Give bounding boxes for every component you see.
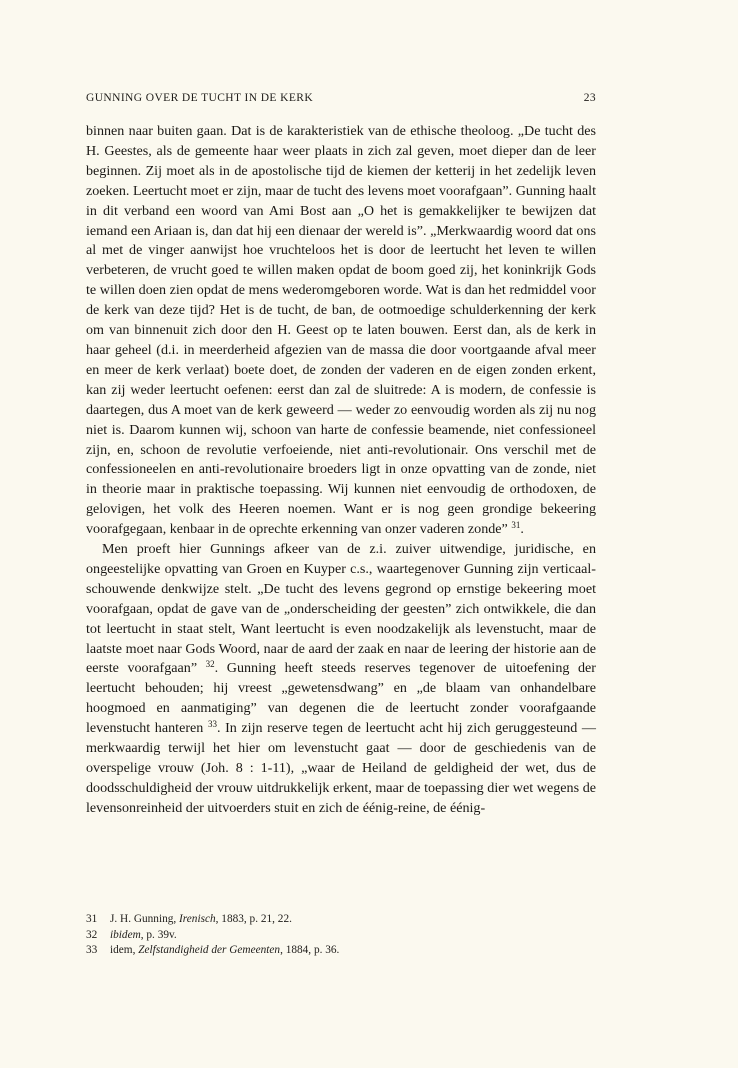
footnote-reference[interactable]: 32	[205, 659, 215, 670]
footnote-author: idem,	[110, 944, 139, 957]
footnote-work-title: Irenisch	[179, 913, 216, 925]
footnote	[86, 912, 596, 928]
page-number: 23	[583, 92, 596, 104]
footnote	[86, 943, 596, 959]
footnote-number: 33	[86, 944, 98, 957]
paragraph-text: . In zijn reserve tegen de leertucht acht hij zich geruggesteund — merkwaardig terwijl het hier om levenstucht gaat — door de geschiedenis van de overspelige vrouw (Joh. 8 : 1-11), „waar de Heiland de geldigheid der wet, dus de doodsschuldigheid der vrouw uitdrukkelijk erkent, maar de toepassing dier wet wegens de levensonreinheid der uitvoerders stuit en zich de éénig-reine, de éénig-	[86, 720, 596, 816]
footnote-reference[interactable]: 33	[207, 719, 217, 730]
footnote-author: J. H. Gunning,	[110, 913, 180, 925]
footnote-number: 31	[86, 913, 98, 925]
footnotes	[86, 912, 596, 959]
paragraph-text: . Gunning heeft steeds reserves tegenover de uitoefening der leertucht behouden; hij vreest „gewetensdwang” en „de blaam van onhandelbare hoogmoed en aanmatiging” van degenen die de leertucht zonder voorafgaande levenstucht hanteren	[86, 660, 596, 737]
running-head	[86, 92, 596, 112]
footnote-details: , 1883, p. 21, 22.	[215, 913, 292, 925]
footnote-reference[interactable]: 31	[511, 520, 521, 531]
footnote-number: 32	[86, 928, 98, 941]
footnote-details: , 1884, p. 36.	[280, 944, 340, 957]
paragraph-text: Men proeft hier Gunnings afkeer van de z.i. zuiver uitwendige, juridische, en ongeestelijke opvatting van Groen en Kuyper c.s., waartegenover Gunning zijn verticaal-schouwende denkwijze stelt. „De tucht des levens gegrond op ernstige bekeering moet voorafgaan, opdat de gave van de „onderscheiding der geesten” zich ontwikkele, die dan tot leertucht in staat stelt, Want leertucht is even noodzakelijk als levenstucht, maar de laatste moet naar Gods Woord, naar de aard der zaak en naar de leering der historie aan de eerste voorafgaan”	[86, 541, 596, 677]
footnote-work-title: Zelfstandigheid der Gemeenten	[138, 944, 281, 957]
paragraph-text: binnen naar buiten gaan. Dat is de karakteristiek van de ethische theoloog. „De tucht des H. Geestes, als de gemeente haar weer plaats in zich zal geven, moet dieper dan de leer beginnen. Zij moet als in de apostolische tijd de kiemen der ketterij in het zedelijk leven zoeken. Leertucht moet er zijn, maar de tucht des levens moet voorafgaan”. Gunning haalt in dit verband een woord van Ami Bost aan „O het is gemakkelijker te bewijzen dat iemand een Ariaan is, dan dat hij een dienaar der wereld is”. „Merkwaardig woord dat ons al met de vinger aanwijst hoe vruchteloos het is door de leertucht het leven te willen verbeteren, de vrucht goed te willen maken opdat de boom goed zij, het koninkrijk Gods te willen doen zien opdat de mens wederomgeboren worde. Wat is dan het redmiddel voor de kerk van deze tijd? Het is de tucht, de ban, de ootmoedige schulderkenning der kerk om van binnenuit zich door den H. Geest op te laten bouwen. Eerst dan, als de kerk in haar geheel (d.i. in meerderheid afgezien van de massa die door voortgaande afval meer en meer de kerk verlaat) boete doet, de zonden der vaderen en de eigen zonden erkent, kan zij weder leertucht oefenen: eerst dan zal de sluitrede: A is modern, de confessie is daartegen, dus A moet van de kerk geweerd — weder zo eenvoudig worden als zij nu nog niet is. Daarom kunnen wij, schoon van harte de confessie beamende, niet confessioneel zijn, en, schoon de revolutie verfoeiende, niet anti-revolutionair. Ons verschil met de confessioneelen en anti-revolutionaire broeders ligt in onze opvatting van de zonde, niet in theorie maar in praktische toepassing. Wij kunnen niet eenvoudig de orthodoxen, de gelovigen, het volk des Heeren noemen. Want er is nog geen grondige bekeering voorafgegaan, kenbaar in de oprechte erkenning van onzer vaderen zonde”	[86, 123, 596, 538]
running-title: GUNNING OVER DE TUCHT IN DE KERK	[86, 92, 314, 104]
paragraph-text: .	[520, 521, 524, 538]
footnote-work-title: ibidem	[110, 928, 141, 941]
footnote-details: , p. 39v.	[140, 928, 177, 941]
paragraph	[86, 122, 596, 540]
footnote	[86, 928, 596, 944]
body-text	[86, 122, 596, 819]
paragraph	[86, 540, 596, 819]
